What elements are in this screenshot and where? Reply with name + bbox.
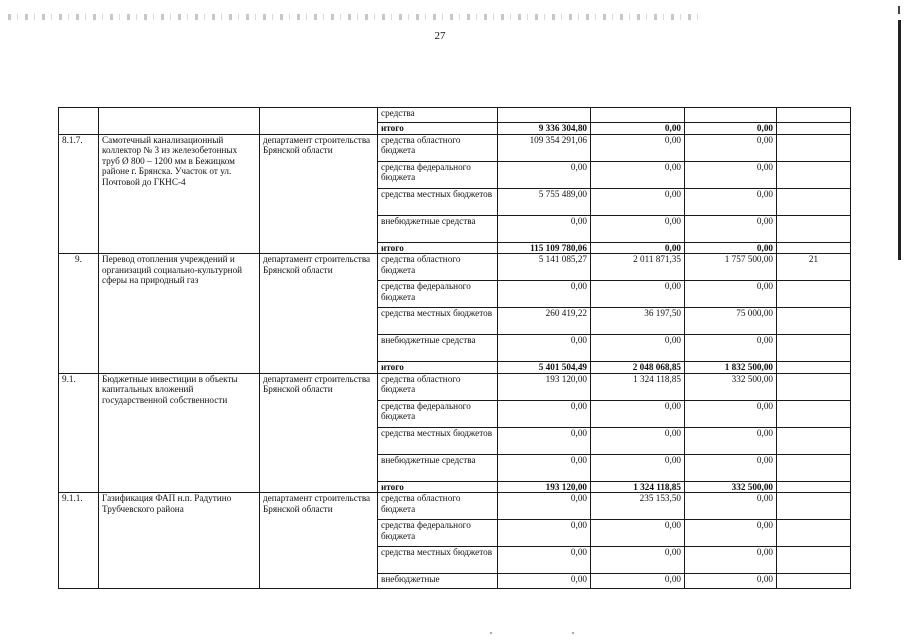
value-3-cell: 0,00 [685, 335, 777, 362]
value-1-cell: 5 141 085,27 [498, 254, 591, 281]
value-3-cell: 332 500,00 [685, 373, 777, 400]
table-row [59, 134, 851, 161]
extra-cell [777, 547, 851, 574]
source-cell: внебюджетные средства [378, 335, 498, 362]
value-2-cell: 0,00 [591, 215, 685, 242]
value-3-cell: 75 000,00 [685, 308, 777, 335]
value-2-cell: 1 324 118,85 [591, 481, 685, 493]
value-2-cell: 1 324 118,85 [591, 373, 685, 400]
extra-cell: 21 [777, 254, 851, 281]
value-3-cell [685, 108, 777, 123]
value-2-cell: 0,00 [591, 242, 685, 254]
extra-cell [777, 215, 851, 242]
value-1-cell: 0,00 [498, 547, 591, 574]
value-1-cell: 0,00 [498, 215, 591, 242]
executor-cell: департамент строительства Брянской области [260, 493, 378, 589]
executor-cell: департамент строительства Брянской области [260, 134, 378, 254]
value-3-cell: 332 500,00 [685, 481, 777, 493]
value-2-cell: 0,00 [591, 520, 685, 547]
value-2-cell: 2 048 068,85 [591, 362, 685, 374]
value-1-cell: 0,00 [498, 400, 591, 427]
value-1-cell: 260 419,22 [498, 308, 591, 335]
name-cell [99, 108, 260, 135]
source-cell: итого [378, 242, 498, 254]
value-3-cell: 1 832 500,00 [685, 362, 777, 374]
value-1-cell: 109 354 291,06 [498, 134, 591, 161]
extra-cell [777, 188, 851, 215]
value-3-cell: 1 757 500,00 [685, 254, 777, 281]
value-3-cell: 0,00 [685, 242, 777, 254]
name-cell: Бюджетные инвестиции в объекты капитальных вложений государственной собственности [99, 373, 260, 493]
value-2-cell: 0,00 [591, 335, 685, 362]
value-2-cell: 36 197,50 [591, 308, 685, 335]
source-cell: внебюджетные средства [378, 215, 498, 242]
num-cell: 9.1.1. [59, 493, 99, 589]
extra-cell [777, 574, 851, 589]
source-cell: средства областного бюджета [378, 373, 498, 400]
num-cell: 9. [59, 254, 99, 374]
value-2-cell: 0,00 [591, 400, 685, 427]
scan-dot [490, 632, 492, 634]
table-row [59, 373, 851, 400]
table-row [59, 493, 851, 520]
value-3-cell: 0,00 [685, 123, 777, 135]
value-3-cell: 0,00 [685, 547, 777, 574]
extra-cell [777, 335, 851, 362]
value-1-cell: 5 401 504,49 [498, 362, 591, 374]
source-cell: средства [378, 108, 498, 123]
source-cell: средства местных бюджетов [378, 308, 498, 335]
value-2-cell: 0,00 [591, 454, 685, 481]
budget-table [58, 107, 851, 589]
value-1-cell: 0,00 [498, 161, 591, 188]
value-1-cell: 193 120,00 [498, 373, 591, 400]
source-cell: средства областного бюджета [378, 254, 498, 281]
value-3-cell: 0,00 [685, 493, 777, 520]
extra-cell [777, 108, 851, 123]
value-1-cell: 9 336 304,80 [498, 123, 591, 135]
extra-cell [777, 123, 851, 135]
extra-cell [777, 427, 851, 454]
value-1-cell: 115 109 780,06 [498, 242, 591, 254]
source-cell: средства федерального бюджета [378, 281, 498, 308]
source-cell: средства федерального бюджета [378, 520, 498, 547]
name-cell: Самотечный канализационный коллектор № 3 из железобетонных труб Ø 800 – 1200 мм в Бежицком районе г. Брянска. Участок от ул. Почтовой до ГКНС-4 [99, 134, 260, 254]
source-cell: средства федерального бюджета [378, 161, 498, 188]
value-2-cell [591, 108, 685, 123]
value-2-cell: 0,00 [591, 123, 685, 135]
source-cell: средства областного бюджета [378, 134, 498, 161]
value-1-cell: 5 755 489,00 [498, 188, 591, 215]
value-2-cell: 0,00 [591, 547, 685, 574]
value-3-cell: 0,00 [685, 188, 777, 215]
source-cell: средства местных бюджетов [378, 188, 498, 215]
extra-cell [777, 400, 851, 427]
num-cell: 9.1. [59, 373, 99, 493]
extra-cell [777, 520, 851, 547]
source-cell: итого [378, 123, 498, 135]
value-2-cell: 2 011 871,35 [591, 254, 685, 281]
source-cell: средства местных бюджетов [378, 547, 498, 574]
extra-cell [777, 308, 851, 335]
value-3-cell: 0,00 [685, 215, 777, 242]
value-1-cell: 0,00 [498, 335, 591, 362]
value-1-cell: 193 120,00 [498, 481, 591, 493]
extra-cell [777, 362, 851, 374]
table-row [59, 108, 851, 123]
executor-cell: департамент строительства Брянской области [260, 373, 378, 493]
source-cell: средства местных бюджетов [378, 427, 498, 454]
extra-cell [777, 242, 851, 254]
value-2-cell: 0,00 [591, 161, 685, 188]
value-1-cell: 0,00 [498, 454, 591, 481]
value-3-cell: 0,00 [685, 400, 777, 427]
source-cell: внебюджетные средства [378, 454, 498, 481]
value-2-cell: 0,00 [591, 281, 685, 308]
value-3-cell: 0,00 [685, 281, 777, 308]
value-1-cell [498, 108, 591, 123]
source-cell: итого [378, 362, 498, 374]
scan-mark [898, 6, 900, 14]
executor-cell [260, 108, 378, 135]
extra-cell [777, 373, 851, 400]
extra-cell [777, 493, 851, 520]
value-2-cell: 0,00 [591, 134, 685, 161]
table-row [59, 254, 851, 281]
extra-cell [777, 281, 851, 308]
value-1-cell: 0,00 [498, 574, 591, 589]
value-3-cell: 0,00 [685, 454, 777, 481]
page-number: 27 [434, 30, 446, 42]
value-1-cell: 0,00 [498, 427, 591, 454]
value-2-cell: 0,00 [591, 574, 685, 589]
value-2-cell: 235 153,50 [591, 493, 685, 520]
executor-cell: департамент строительства Брянской области [260, 254, 378, 374]
value-3-cell: 0,00 [685, 427, 777, 454]
value-1-cell: 0,00 [498, 281, 591, 308]
num-cell [59, 108, 99, 135]
source-cell: средства областного бюджета [378, 493, 498, 520]
extra-cell [777, 161, 851, 188]
value-3-cell: 0,00 [685, 161, 777, 188]
extra-cell [777, 481, 851, 493]
value-3-cell: 0,00 [685, 134, 777, 161]
value-1-cell: 0,00 [498, 493, 591, 520]
value-1-cell: 0,00 [498, 520, 591, 547]
scan-dot [572, 632, 574, 634]
value-2-cell: 0,00 [591, 427, 685, 454]
source-cell: внебюджетные [378, 574, 498, 589]
extra-cell [777, 134, 851, 161]
value-3-cell: 0,00 [685, 574, 777, 589]
source-cell: итого [378, 481, 498, 493]
name-cell: Перевод отопления учреждений и организаций социально-культурной сферы на природный газ [99, 254, 260, 374]
scan-noise [8, 14, 698, 20]
num-cell: 8.1.7. [59, 134, 99, 254]
source-cell: средства федерального бюджета [378, 400, 498, 427]
value-3-cell: 0,00 [685, 520, 777, 547]
name-cell: Газификация ФАП н.п. Радутино Трубчевского района [99, 493, 260, 589]
page-edge-line [898, 20, 901, 260]
value-2-cell: 0,00 [591, 188, 685, 215]
extra-cell [777, 454, 851, 481]
